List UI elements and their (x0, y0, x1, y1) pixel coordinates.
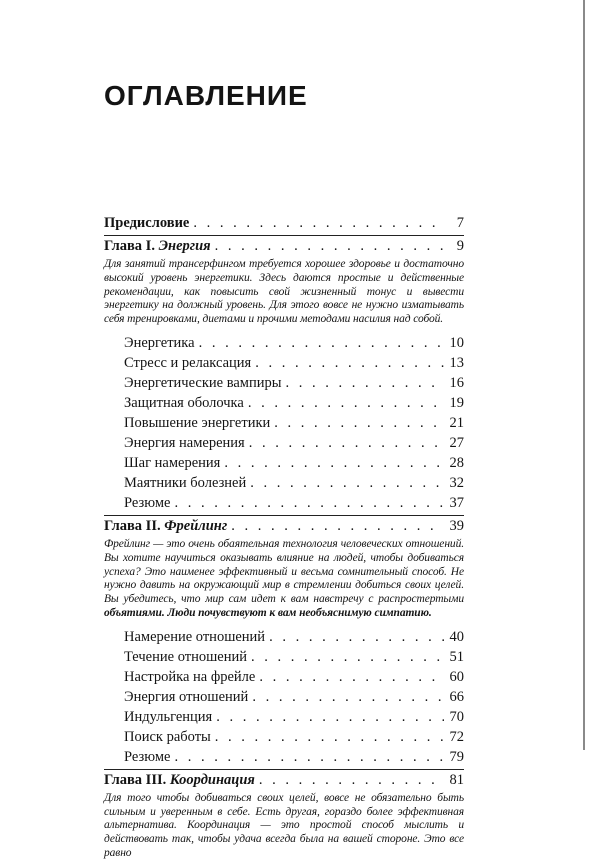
chapter-title (104, 516, 227, 536)
toc-item[interactable]: Индульгенция . . . 70 (124, 707, 464, 727)
dot-leader (231, 516, 444, 536)
chapter-description: Для того чтобы добиваться своих целей, вовсе не обязательно быть сильным и уверенным в себе. Есть другая, гораздо более эффективная альтернатива. Координация — это простой способ мыслить и действовать так, чтобы удача всегда была на вашей стороне. Это все равно (104, 791, 464, 859)
toc-item[interactable]: Намерение отношений . . . 40 (124, 627, 464, 647)
toc-item[interactable]: Повышение энергетики . . . 21 (124, 413, 464, 433)
toc-item[interactable]: Течение отношений . . . 51 (124, 647, 464, 667)
dot-leader (193, 213, 444, 233)
chapter-title (104, 770, 255, 790)
page-title: ОГЛАВЛЕНИЕ (104, 80, 308, 111)
chapter-label: Глава I. (104, 238, 155, 254)
chapter-label: Глава II. (104, 517, 161, 534)
dot-leader (215, 236, 444, 256)
toc-item[interactable]: Защитная оболочка . . . 19 (124, 393, 464, 413)
chapter-description: Для занятий трансерфингом требуется хорошее здоровье и достаточно высокий уровень энергетики. Здесь даются простые и действенные рекомендации, как повысить свой жизненный тонус и вывести энергетику на должный уровень. Для этого вовсе не нужно изматывать себя тренировками, диетами и прочими методами насилия над собой. (104, 258, 464, 326)
table-of-contents (104, 213, 464, 867)
chapter-page: 9 (456, 238, 464, 254)
chapter-name: Фрейлинг (164, 517, 228, 534)
toc-chapter-1[interactable] (104, 236, 464, 256)
preface-title: Предисловие (104, 215, 190, 231)
chapter-name: Энергия (158, 238, 211, 254)
chapter-page: 39 (449, 517, 464, 534)
toc-chapter-3[interactable] (104, 770, 464, 790)
toc-item[interactable]: Шаг намерения . . . 28 (124, 453, 464, 473)
toc-chapter-2[interactable] (104, 516, 464, 536)
toc-item[interactable]: Резюме . . . 79 (124, 747, 464, 767)
toc-item[interactable]: Маятники болезней . . . 32 (124, 473, 464, 493)
chapter-label: Глава III. (104, 771, 167, 788)
toc-item[interactable]: Поиск работы . . . 72 (124, 727, 464, 747)
page-edge-line (583, 0, 585, 750)
preface-page: 7 (456, 215, 464, 231)
toc-preface[interactable] (104, 213, 464, 233)
toc-item[interactable]: Энергия намерения . . . 27 (124, 433, 464, 453)
toc-item[interactable]: Резюме . . . 37 (124, 493, 464, 513)
chapter-page: 81 (449, 771, 464, 788)
toc-item[interactable]: Стресс и релаксация . . . 13 (124, 353, 464, 373)
chapter-name: Координация (169, 771, 255, 788)
dot-leader (259, 770, 444, 790)
toc-item[interactable]: Энергетические вампиры . . . 16 (124, 373, 464, 393)
chapter-title (104, 236, 211, 256)
toc-item[interactable]: Энергетика . . . 10 (124, 333, 464, 353)
toc-item[interactable]: Энергия отношений . . . 66 (124, 687, 464, 707)
chapter-description: Фрейлинг — это очень обаятельная технология человеческих отношений. Вы хотите научиться оказывать влияние на людей, чтобы добиваться успеха? Это наименее эффективный и весьма сомнительный способ. Не нужно давить на окружающий мир в стремлении добиться своих целей. Вы убедитесь, что мир сам идет к вам навстречу с распростертыми объятиями. Люди почувствуют к вам необъяснимую симпатию. (104, 537, 464, 619)
toc-item[interactable]: Настройка на фрейле . . . 60 (124, 667, 464, 687)
